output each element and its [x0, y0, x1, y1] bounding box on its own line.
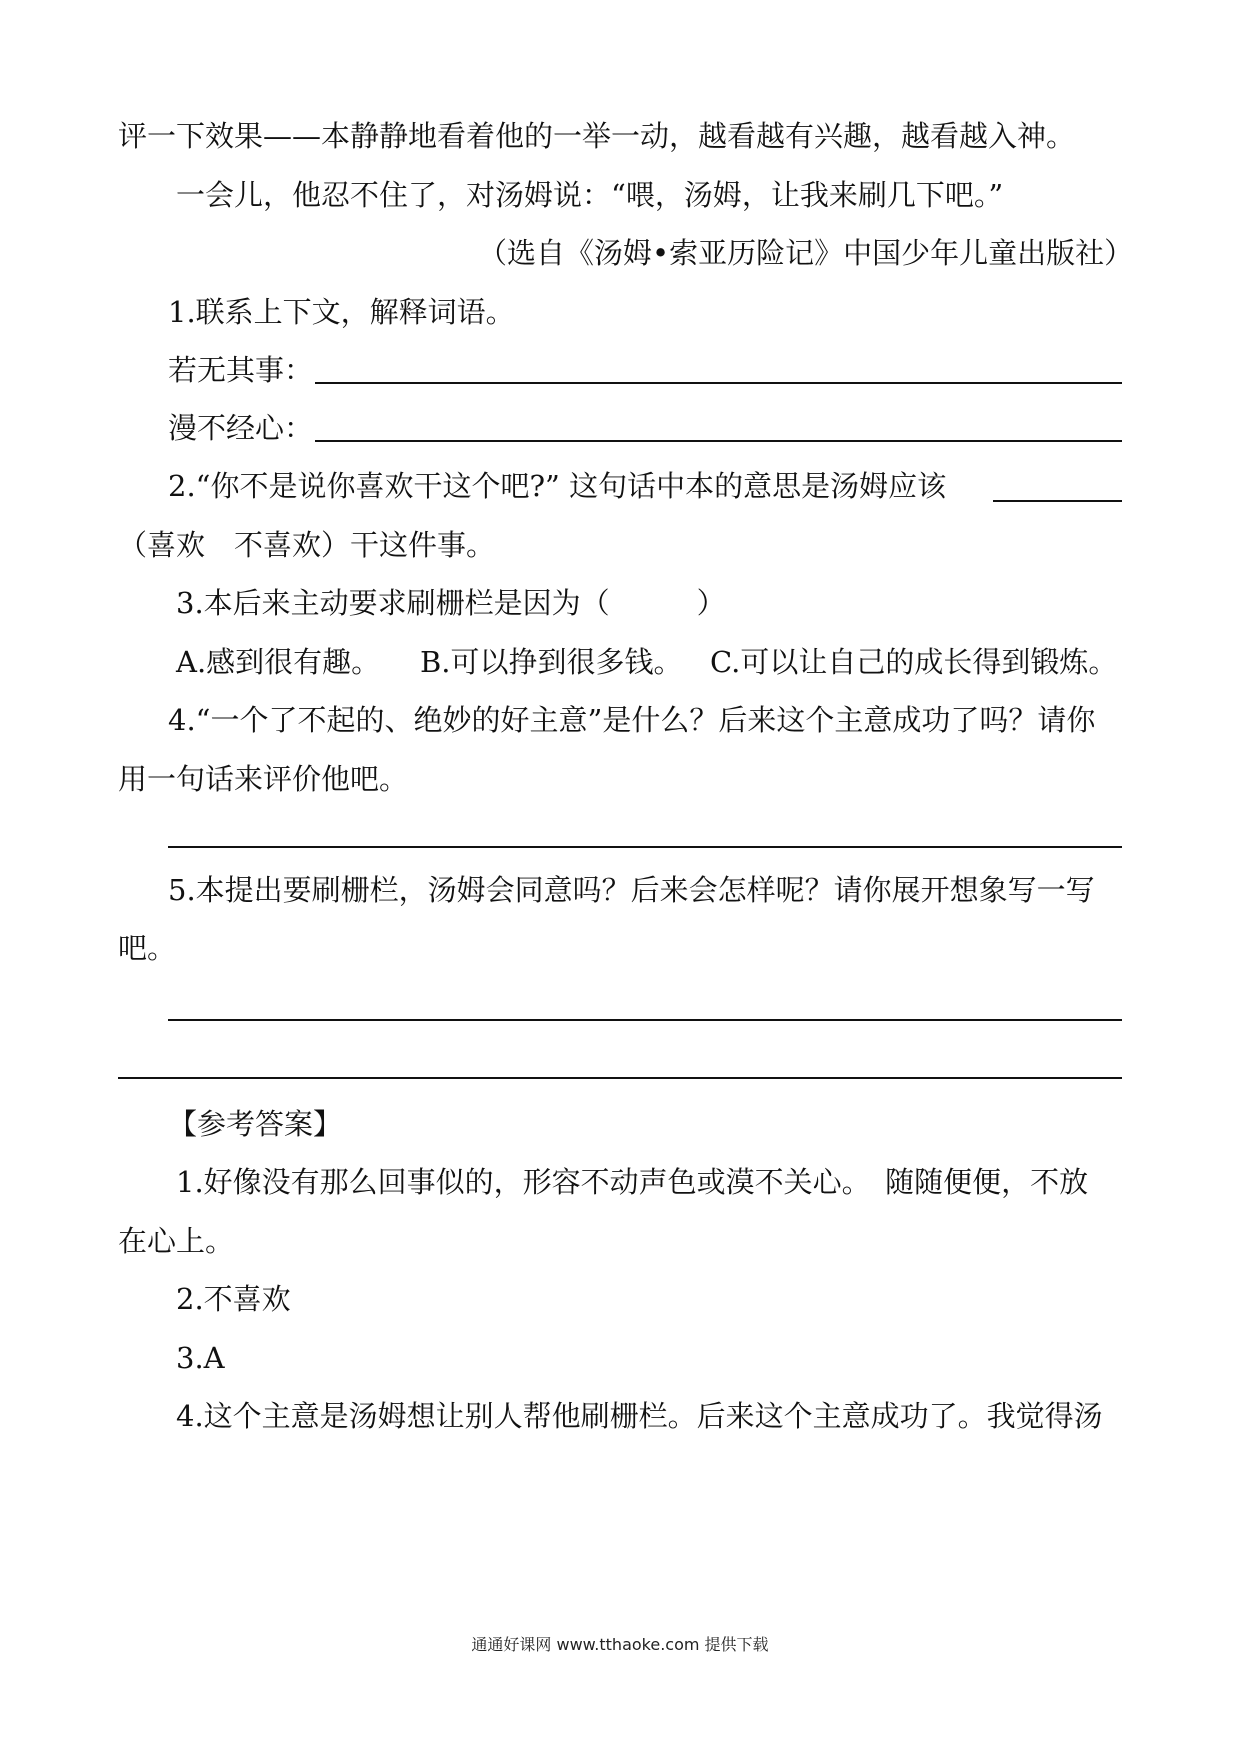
- question-4-line-1: 4.“一个了不起的、绝妙的好主意”是什么？后来这个主意成功了吗？请你: [168, 703, 1096, 737]
- question-3-option-b: B.可以挣到很多钱。: [420, 645, 683, 679]
- question-1-term-a: 若无其事：: [168, 353, 314, 387]
- answer-blank-line: [168, 1019, 1122, 1021]
- page-footer: 通通好课网 www.tthaoke.com 提供下载: [471, 1635, 769, 1654]
- answer-blank-line: [118, 1077, 1122, 1079]
- answer-blank-line: [315, 440, 1122, 442]
- passage-line-2: 一会儿，他忍不住了，对汤姆说：“喂，汤姆，让我来刷几下吧。”: [176, 178, 1004, 212]
- answer-blank-line: [315, 382, 1122, 384]
- question-3-option-a: A.感到很有趣。: [176, 645, 381, 679]
- answer-1-line-1: 1.好像没有那么回事似的，形容不动声色或漠不关心。 随随便便，不放: [176, 1165, 1089, 1199]
- answer-2: 2.不喜欢: [176, 1282, 291, 1316]
- question-1: 1.联系上下文，解释词语。: [168, 295, 515, 329]
- question-3-option-c: C.可以让自己的成长得到锻炼。: [710, 645, 1118, 679]
- question-1-term-b: 漫不经心：: [168, 411, 314, 445]
- answer-4-line-1: 4.这个主意是汤姆想让别人帮他刷栅栏。后来这个主意成功了。我觉得汤: [176, 1399, 1103, 1433]
- passage-source: （选自《汤姆•索亚历险记》中国少年儿童出版社）: [478, 236, 1134, 270]
- answer-blank-line: [168, 846, 1122, 848]
- answer-blank-line: [993, 500, 1122, 502]
- question-4-line-2: 用一句话来评价他吧。: [118, 762, 409, 796]
- question-5-line-2: 吧。: [118, 931, 177, 965]
- answers-heading: 【参考答案】: [168, 1107, 343, 1141]
- question-3: 3.本后来主动要求刷栅栏是因为（ ）: [176, 586, 726, 620]
- question-2-line-2: （喜欢 不喜欢）干这件事。: [118, 528, 496, 562]
- answer-3: 3.A: [176, 1341, 225, 1375]
- question-5-line-1: 5.本提出要刷栅栏，汤姆会同意吗？后来会怎样呢？请你展开想象写一写: [168, 873, 1095, 907]
- question-2-line-1: 2.“你不是说你喜欢干这个吧?” 这句话中本的意思是汤姆应该: [168, 469, 947, 503]
- passage-line-1: 评一下效果——本静静地看着他的一举一动，越看越有兴趣，越看越入神。: [118, 119, 1076, 153]
- answer-1-line-2: 在心上。: [118, 1224, 235, 1258]
